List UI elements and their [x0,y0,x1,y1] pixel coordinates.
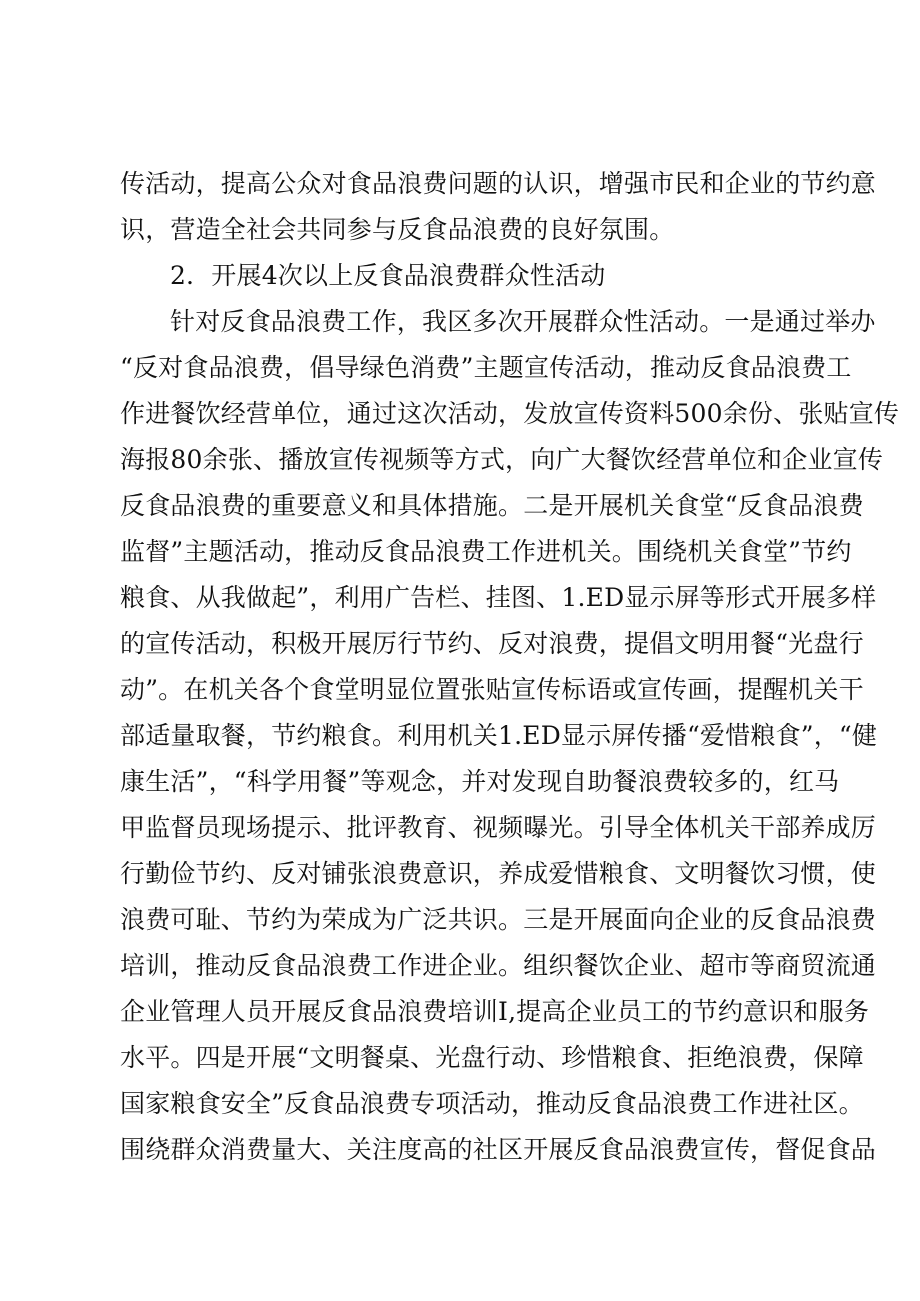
text-line: 康生活”，“科学用餐”等观念，并对发现自助餐浪费较多的，红马 [120,767,840,796]
text-line: 动”。在机关各个食堂明显位置张贴宣传标语或宣传画，提醒机关干 [120,675,864,704]
text-line: 甲监督员现场提示、批评教育、视频曝光。引导全体机关干部养成厉 [120,813,877,842]
text-line: 国家粮食安全”反食品浪费专项活动，推动反食品浪费工作进社区。 [120,1089,864,1118]
text-line: 针对反食品浪费工作，我区多次开展群众性活动。一是通过举办 [170,307,876,336]
text-line: 作进餐饮经营单位，通过这次活动，发放宣传资料500余份、张贴宣传 [120,399,900,428]
text-line: 水平。四是开展“文明餐桌、光盘行动、珍惜粮食、拒绝浪费，保障 [120,1043,864,1072]
text-line: 企业管理人员开展反食品浪费培训I,提高企业员工的节约意识和服务 [120,997,870,1026]
text-line: 的宣传活动，积极开展厉行节约、反对浪费，提倡文明用餐“光盘行 [120,629,864,658]
text-line: 海报80余张、播放宣传视频等方式，向广大餐饮经营单位和企业宣传 [120,445,884,474]
text-line: 反食品浪费的重要意义和具体措施。二是开展机关食堂“反食品浪费 [120,491,864,520]
text-line: “反对食品浪费，倡导绿色消费”主题宣传活动，推动反食品浪费工 [120,353,852,382]
text-line: 围绕群众消费量大、关注度高的社区开展反食品浪费宣传，督促食品 [120,1135,877,1164]
text-line: 监督”主题活动，推动反食品浪费工作进机关。围绕机关食堂”节约 [120,537,852,566]
text-line: 粮食、从我做起”，利用广告栏、挂图、1.ED显示屏等形式开展多样 [120,583,877,612]
text-line: 识，营造全社会共同参与反食品浪费的良好氛围。 [120,215,675,244]
text-line: 培训，推动反食品浪费工作进企业。组织餐饮企业、超市等商贸流通 [120,951,877,980]
section-heading: 2．开展4次以上反食品浪费群众性活动 [170,261,606,290]
text-line: 部适量取餐，节约粮食。利用机关1.ED显示屏传播“爱惜粮食”，“健 [120,721,878,750]
text-line: 传活动，提高公众对食品浪费问题的认识，增强市民和企业的节约意 [120,169,877,198]
text-line: 行勤俭节约、反对铺张浪费意识，养成爱惜粮食、文明餐饮习惯，使 [120,859,877,888]
text-line: 浪费可耻、节约为荣成为广泛共识。三是开展面向企业的反食品浪费 [120,905,877,934]
